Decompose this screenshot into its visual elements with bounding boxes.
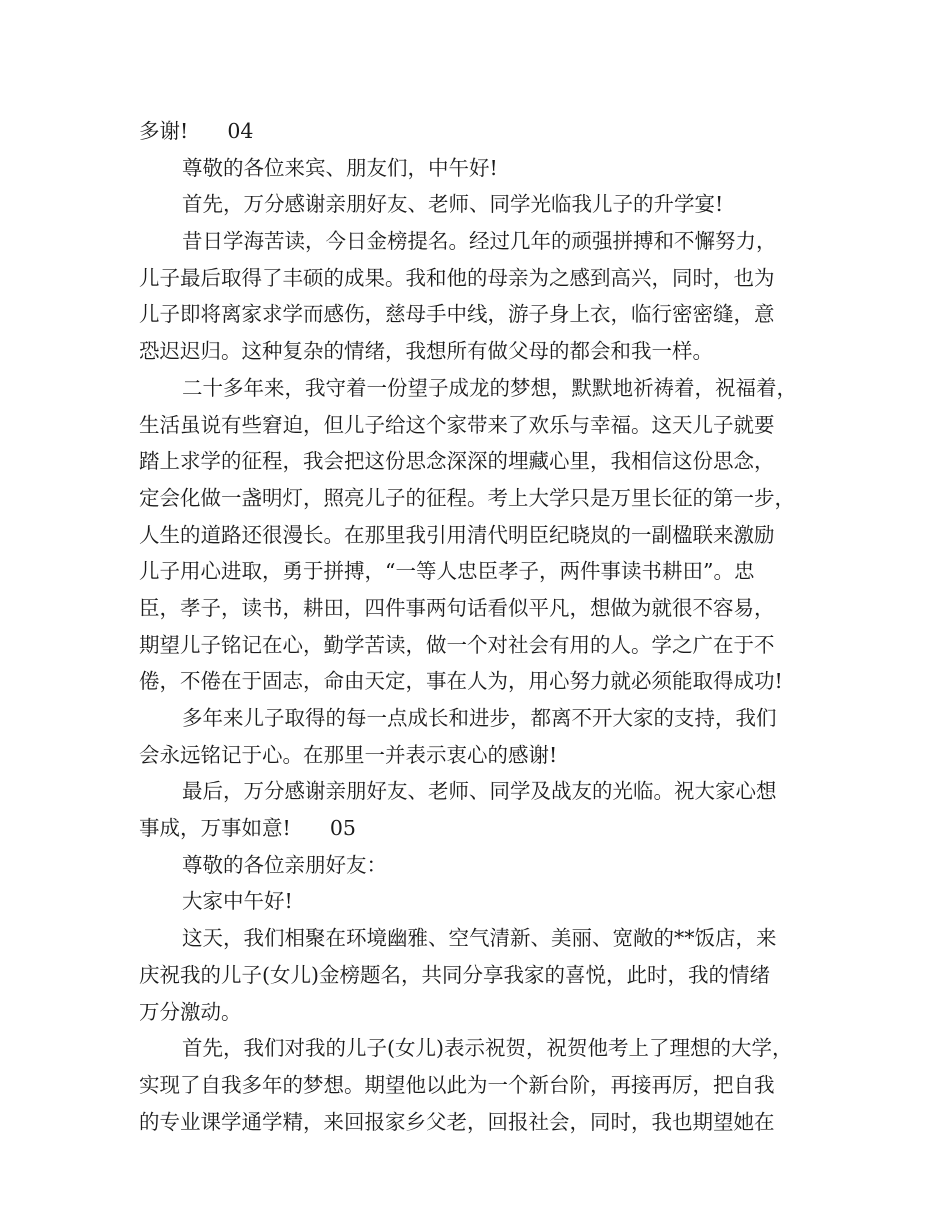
text-line: 首先，万分感谢亲朋好友、老师、同学光临我儿子的升学宴! — [182, 192, 724, 217]
text-line: 最后，万分感谢亲朋好友、老师、同学及战友的光临。祝大家心想 — [182, 779, 777, 804]
text-line: 万分激动。 — [139, 999, 242, 1024]
text-line: 多谢! 04 — [139, 119, 254, 143]
text-line: 首先，我们对我的儿子(女儿)表示祝贺，祝贺他考上了理想的大学， — [182, 1036, 793, 1061]
text-line: 大家中午好! — [182, 889, 293, 914]
text-line: 多年来儿子取得的每一点成长和进步，都离不开大家的支持，我们 — [182, 706, 777, 730]
text-line: 二十多年来，我守着一份望子成龙的梦想，默默地祈祷着，祝福着， — [182, 375, 797, 400]
text-line: 定会化做一盏明灯，照亮儿子的征程。考上大学只是万里长征的第一步， — [139, 485, 795, 510]
text-line: 事成，万事如意! 05 — [139, 816, 356, 841]
text-line: 这天，我们相聚在环境幽雅、空气清新、美丽、宽敞的**饭店，来 — [182, 926, 777, 951]
text-line: 恐迟迟归。这种复杂的情绪，我想所有做父母的都会和我一样。 — [139, 339, 713, 364]
document-body — [139, 113, 829, 1140]
text-line: 庆祝我的儿子(女儿)金榜题名，共同分享我家的喜悦，此时，我的情绪 — [139, 962, 770, 987]
text-line: 尊敬的各位来宾、朋友们，中午好! — [182, 155, 498, 180]
text-line: 踏上求学的征程，我会把这份思念深深的埋藏心里，我相信这份思念， — [139, 449, 775, 474]
text-line: 会永远铭记于心。在那里一并表示衷心的感谢! — [139, 742, 558, 767]
text-line: 儿子即将离家求学而感伤，慈母手中线，游子身上衣，临行密密缝，意 — [139, 302, 775, 327]
text-line: 儿子用心进取，勇于拼搏，“一等人忠臣孝子，两件事读书耕田”。忠 — [139, 559, 755, 584]
text-line: 儿子最后取得了丰硕的成果。我和他的母亲为之感到高兴，同时，也为 — [139, 265, 775, 290]
text-line: 人生的道路还很漫长。在那里我引用清代明臣纪晓岚的一副楹联来激励 — [139, 522, 775, 547]
text-line: 昔日学海苦读，今日金榜提名。经过几年的顽强拼搏和不懈努力， — [182, 229, 777, 254]
text-line: 臣，孝子，读书，耕田，四件事两句话看似平凡，想做为就很不容易， — [139, 595, 775, 620]
text-line: 期望儿子铭记在心，勤学苦读，做一个对社会有用的人。学之广在于不 — [139, 632, 775, 657]
text-line: 实现了自我多年的梦想。期望他以此为一个新台阶，再接再厉，把自我 — [139, 1072, 775, 1097]
text-line: 的专业课学通学精，来回报家乡父老，回报社会，同时，我也期望她在 — [139, 1109, 775, 1134]
text-line: 生活虽说有些窘迫，但儿子给这个家带来了欢乐与幸福。这天儿子就要 — [139, 412, 775, 437]
text-line: 尊敬的各位亲朋好友： — [182, 852, 387, 877]
text-line: 倦，不倦在于固志，命由天定，事在人为，用心努力就必须能取得成功! — [139, 669, 783, 694]
